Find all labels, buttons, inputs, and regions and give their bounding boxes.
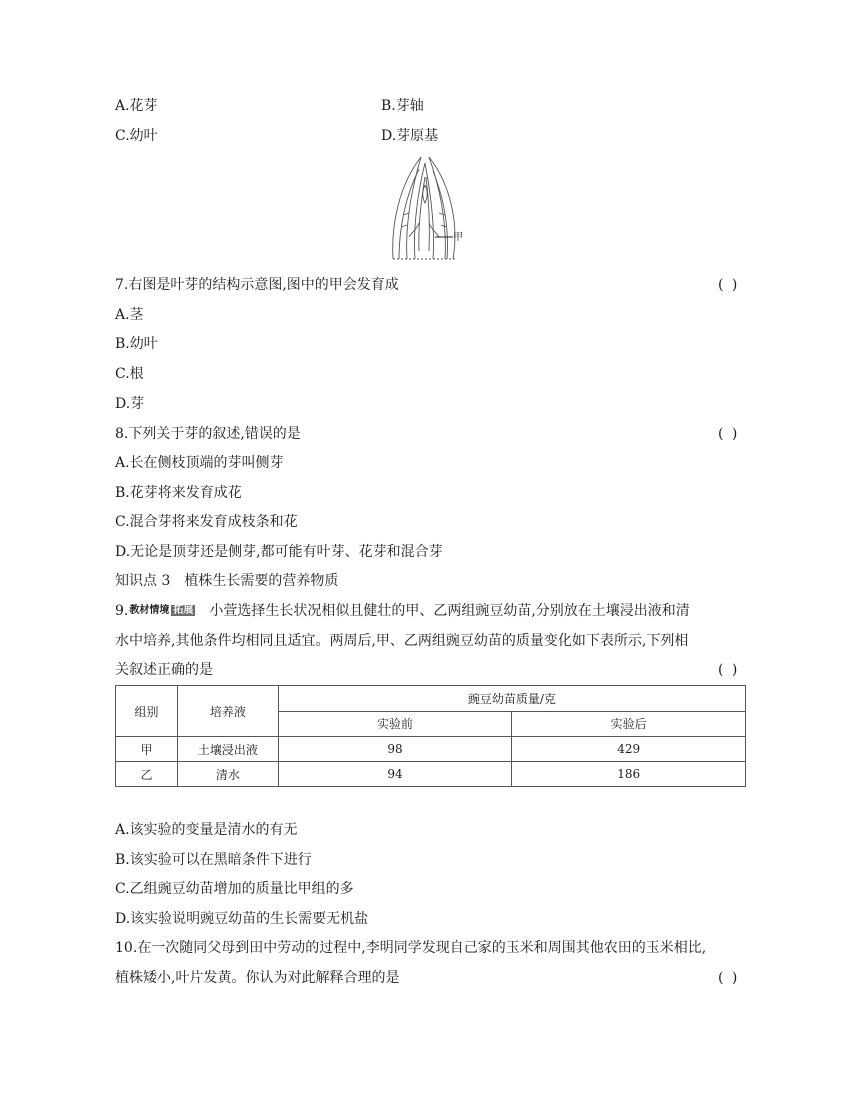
q9-line-1 (115, 601, 690, 621)
table-header-liquid: 培养液 (177, 686, 278, 737)
q8-option-b: B.花芽将来发育成花 (115, 485, 242, 501)
leaf-bud-figure (389, 155, 469, 263)
q9-option-d: D.该实验说明豌豆幼苗的生长需要无机盐 (115, 911, 369, 927)
q10-line-1: 10.在一次随同父母到田中劳动的过程中,李明同学发现自己家的玉米和周围其他农田的玉米相比, (115, 940, 707, 956)
table-header-after: 实验后 (512, 711, 746, 737)
q7-option-a: A.茎 (115, 307, 144, 323)
badge-text: 教材情境 (129, 605, 170, 616)
q10-line-2: 植株矮小,叶片发黄。你认为对此解释合理的是 (115, 970, 400, 986)
q9-line-2: 水中培养,其他条件均相同且适宜。两周后,甲、乙两组豌豆幼苗的质量变化如下表所示,下列相 (115, 633, 689, 649)
q7-answer-paren: ( ) (718, 277, 740, 293)
table-row (116, 762, 746, 787)
q6-option-b: B.芽轴 (381, 98, 424, 114)
table-row (116, 737, 746, 762)
q6-option-c: C.幼叶 (115, 128, 158, 144)
q7-stem: 7.右图是叶芽的结构示意图,图中的甲会发育成 (115, 277, 399, 293)
table-cell-before: 94 (278, 762, 512, 787)
table-header-mass: 豌豆幼苗质量/克 (278, 686, 745, 712)
badge-tag: 拓展 (173, 605, 194, 616)
leaf-bud-drawing (389, 155, 469, 263)
q9-option-b: B.该实验可以在黑暗条件下进行 (115, 852, 312, 868)
table-cell-group: 乙 (116, 762, 178, 787)
q6-option-d: D.芽原基 (381, 128, 439, 144)
table-cell-liquid: 土壤浸出液 (177, 737, 278, 762)
q8-answer-paren: ( ) (718, 426, 740, 442)
table-cell-liquid: 清水 (177, 762, 278, 787)
q6-option-a: A.花芽 (115, 98, 158, 114)
pea-seedling-table (115, 685, 746, 787)
q9-line-3: 关叙述正确的是 (115, 662, 213, 678)
table-cell-before: 98 (278, 737, 512, 762)
table-header-group: 组别 (116, 686, 178, 737)
figure-label-jia: 甲 (453, 232, 463, 243)
section-heading: 知识点 3 植株生长需要的营养物质 (115, 573, 339, 589)
q7-option-c: C.根 (115, 366, 144, 382)
q9-option-c: C.乙组豌豆幼苗增加的质量比甲组的多 (115, 881, 354, 897)
q8-option-a: A.长在侧枝顶端的芽叫侧芽 (115, 455, 284, 471)
q8-stem: 8.下列关于芽的叙述,错误的是 (115, 426, 301, 442)
table-cell-after: 429 (512, 737, 746, 762)
q8-option-d: D.无论是顶芽还是侧芽,都可能有叶芽、花芽和混合芽 (115, 544, 443, 560)
q9-option-a: A.该实验的变量是清水的有无 (115, 822, 298, 838)
q9-number: 9. (115, 603, 129, 619)
q7-option-d: D.芽 (115, 396, 145, 412)
table-cell-after: 186 (512, 762, 746, 787)
table-header-before: 实验前 (278, 711, 512, 737)
q9-answer-paren: ( ) (718, 662, 740, 678)
q10-answer-paren: ( ) (718, 970, 740, 986)
textbook-context-badge (128, 604, 195, 617)
q8-option-c: C.混合芽将来发育成枝条和花 (115, 514, 298, 530)
table-cell-group: 甲 (116, 737, 178, 762)
q9-text-1: 小萱选择生长状况相似且健壮的甲、乙两组豌豆幼苗,分别放在土壤浸出液和清 (195, 603, 690, 619)
q7-option-b: B.幼叶 (115, 336, 158, 352)
